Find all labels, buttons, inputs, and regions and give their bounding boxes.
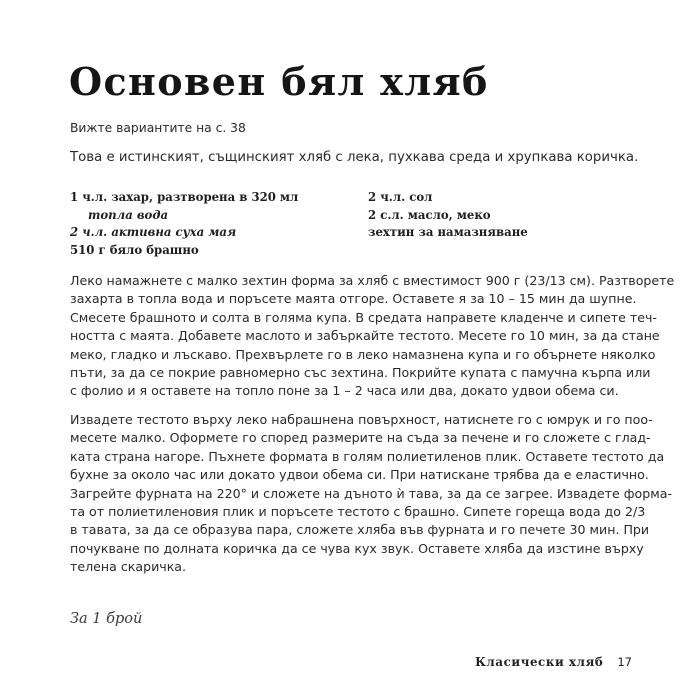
ingredient-line-continuation: топла вода bbox=[88, 207, 169, 222]
text-line: меко, гладко и лъскаво. Прехвърлете го в леко намазнена купа и го обърнете няколко bbox=[70, 346, 656, 362]
text-line: Загрейте фурната на 220° и сложете на дъното ѝ тава, за да се загрее. Извадете форма- bbox=[70, 485, 672, 501]
text-line: телена скаричка. bbox=[70, 559, 187, 575]
text-line: пъти, за да се покрие равномерно със зехтина. Покрийте купата с памучна кърпа или bbox=[70, 365, 651, 381]
ingredient-line: 2 с.л. масло, меко bbox=[368, 207, 491, 222]
page-footer bbox=[475, 655, 632, 669]
chapter-title: Класически хляб bbox=[475, 655, 604, 669]
text-line: захарта в топла вода и поръсете маята отгоре. Оставете я за 10 – 15 мин да шупне. bbox=[70, 291, 637, 307]
recipe-title: Основен бял хляб bbox=[69, 59, 489, 104]
text-line: с фолио и я оставете на топло поне за 1 – 2 часа или два, докато удвои обема си. bbox=[70, 383, 619, 399]
method-paragraph-1 bbox=[70, 272, 675, 401]
text-line: Извадете тестото върху леко набрашнена повърхност, натиснете го с юмрук и го поо- bbox=[70, 412, 653, 427]
ingredients-left-column bbox=[70, 189, 340, 259]
ingredient-line: 510 г бяло брашно bbox=[70, 242, 199, 257]
text-line: в тавата, за да се образува пара, сложете хляба във фурната и го печете 30 мин. При bbox=[70, 522, 650, 538]
page-number: 17 bbox=[617, 655, 632, 669]
text-line: Смесете брашното и солта в голяма купа. В средата направете кладенче и сипете теч- bbox=[70, 309, 657, 325]
text-line: ността с маята. Добавете маслото и забъркайте тестото. Месете го 10 мин, за да стане bbox=[70, 328, 660, 344]
recipe-yield: За 1 брой bbox=[70, 611, 143, 627]
ingredient-line: зехтин за намазняване bbox=[368, 225, 528, 239]
text-line: ката страна нагоре. Пъхнете формата в голям полиетиленов плик. Оставете тестото да bbox=[70, 448, 665, 464]
text-line: почукване по долната коричка да се чува кух звук. Оставете хляба да изстине върху bbox=[70, 540, 644, 556]
ingredient-line: 1 ч.л. захар, разтворена в 320 мл bbox=[70, 190, 299, 204]
ingredient-line: 2 ч.л. активна суха мая bbox=[70, 225, 237, 239]
text-line: месете малко. Оформете го според размерите на съда за печене и го сложете с глад- bbox=[70, 430, 651, 446]
variants-reference: Вижте вариантите на с. 38 bbox=[70, 121, 246, 135]
text-line: та от полиетиленовия плик и поръсете тестото с брашно. Сипете гореща вода до 2/3 bbox=[70, 504, 646, 520]
ingredient-line: 2 ч.л. сол bbox=[368, 190, 433, 204]
text-line: Леко намажнете с малко зехтин форма за хляб с вместимост 900 г (23/13 см). Разтворете bbox=[70, 273, 675, 288]
text-line: бухне за около час или докато удвои обема си. При натискане трябва да е еластично. bbox=[70, 467, 649, 483]
ingredients-right-column bbox=[368, 189, 608, 242]
recipe-intro: Това е истинският, същинският хляб с лека, пухкава среда и хрупкава коричка. bbox=[70, 150, 639, 165]
method-paragraph-2 bbox=[70, 411, 672, 577]
